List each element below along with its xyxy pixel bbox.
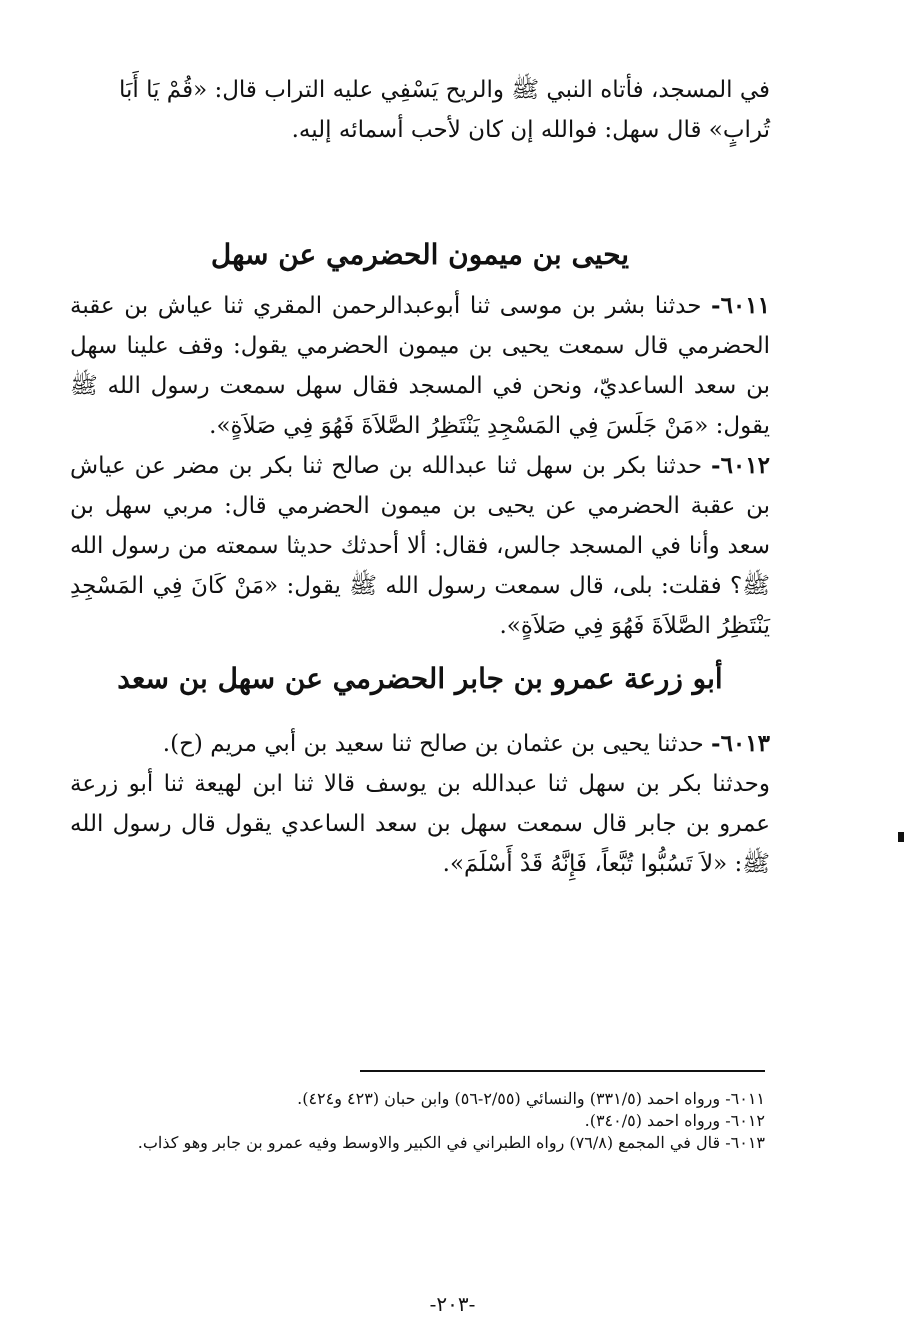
hadith-6013 — [70, 724, 770, 764]
section-heading-yahya: يحيى بن ميمون الحضرمي عن سهل — [210, 238, 630, 271]
hadith-text: حدثنا بشر بن موسى ثنا أبوعبدالرحمن المقري ثنا عياش بن عقبة الحضرمي قال سمعت يحيى بن ميمون الحضرمي يقول: وقف علينا سهل بن سعد الساعديّ، ونحن في المسجد فقال سهل سمعت رسول الله ﷺ يقول: «مَنْ جَلَسَ فِي المَسْجِدِ يَنْتَظِرُ الصَّلاَةَ فَهُوَ فِي صَلاَةٍ». — [70, 293, 770, 439]
footnotes — [110, 1088, 765, 1154]
hadith-text: حدثنا يحيى بن عثمان بن صالح ثنا سعيد بن أبي مريم (ح). — [162, 731, 704, 757]
hadith-6013-continuation: وحدثنا بكر بن سهل ثنا عبدالله بن يوسف قالا ثنا ابن لهيعة ثنا أبو زرعة عمرو بن جابر قال سمعت سهل بن سعد الساعدي يقول قال رسول الله ﷺ: «لاَ تَسُبُّوا تُبَّعاً، فَإِنَّهُ قَدْ أَسْلَمَ». — [70, 771, 770, 877]
section-heading-abu-zura: أبو زرعة عمرو بن جابر الحضرمي عن سهل بن سعد — [117, 662, 723, 695]
footnote-divider — [360, 1070, 765, 1072]
hadith-number: ٦٠١١- — [711, 292, 770, 319]
hadith-6012 — [70, 446, 770, 646]
footnote-6012: ٦٠١٢- ورواه احمد (٣٤٠/٥). — [584, 1111, 765, 1130]
hadith-text: حدثنا بكر بن سهل ثنا عبدالله بن صالح ثنا بكر بن مضر عن عياش بن عقبة الحضرمي عن يحيى بن ميمون الحضرمي قال: مربي سهل بن سعد وأنا في المسجد جالس، فقال: ألا أحدثك حديثا سمعته من رسول الله ﷺ؟ فقلت: بلى، قال سمعت رسول الله ﷺ يقول: «مَنْ كَانَ فِي المَسْجِدِ يَنْتَظِرُ الصَّلاَةَ فَهُوَ فِي صَلاَةٍ». — [70, 453, 770, 639]
footnote-6013: ٦٠١٣- قال في المجمع (٧٦/٨) رواه الطبراني في الكبير والاوسط وفيه عمرو بن جابر وهو كذاب. — [137, 1133, 765, 1152]
hadith-6011 — [70, 286, 770, 446]
intro-text-line-1: في المسجد، فأتاه النبي ﷺ والريح يَسْفِي عليه التراب قال: «قُمْ يَا أَبَا — [118, 77, 770, 103]
hadith-number: ٦٠١٣- — [711, 730, 770, 757]
page-number: -٢٠٣- — [429, 1292, 476, 1316]
footnote-6011: ٦٠١١- ورواه احمد (٣٣١/٥) والنسائي (٢/٥٥-٥٦) وابن حبان (٤٢٣ و٤٢٤). — [297, 1089, 765, 1108]
margin-mark — [898, 832, 904, 842]
hadith-number: ٦٠١٢- — [711, 452, 770, 479]
page-body — [70, 60, 770, 884]
intro-text-line-2: تُرابٍ» قال سهل: فوالله إن كان لأحب أسمائه إليه. — [291, 117, 770, 143]
